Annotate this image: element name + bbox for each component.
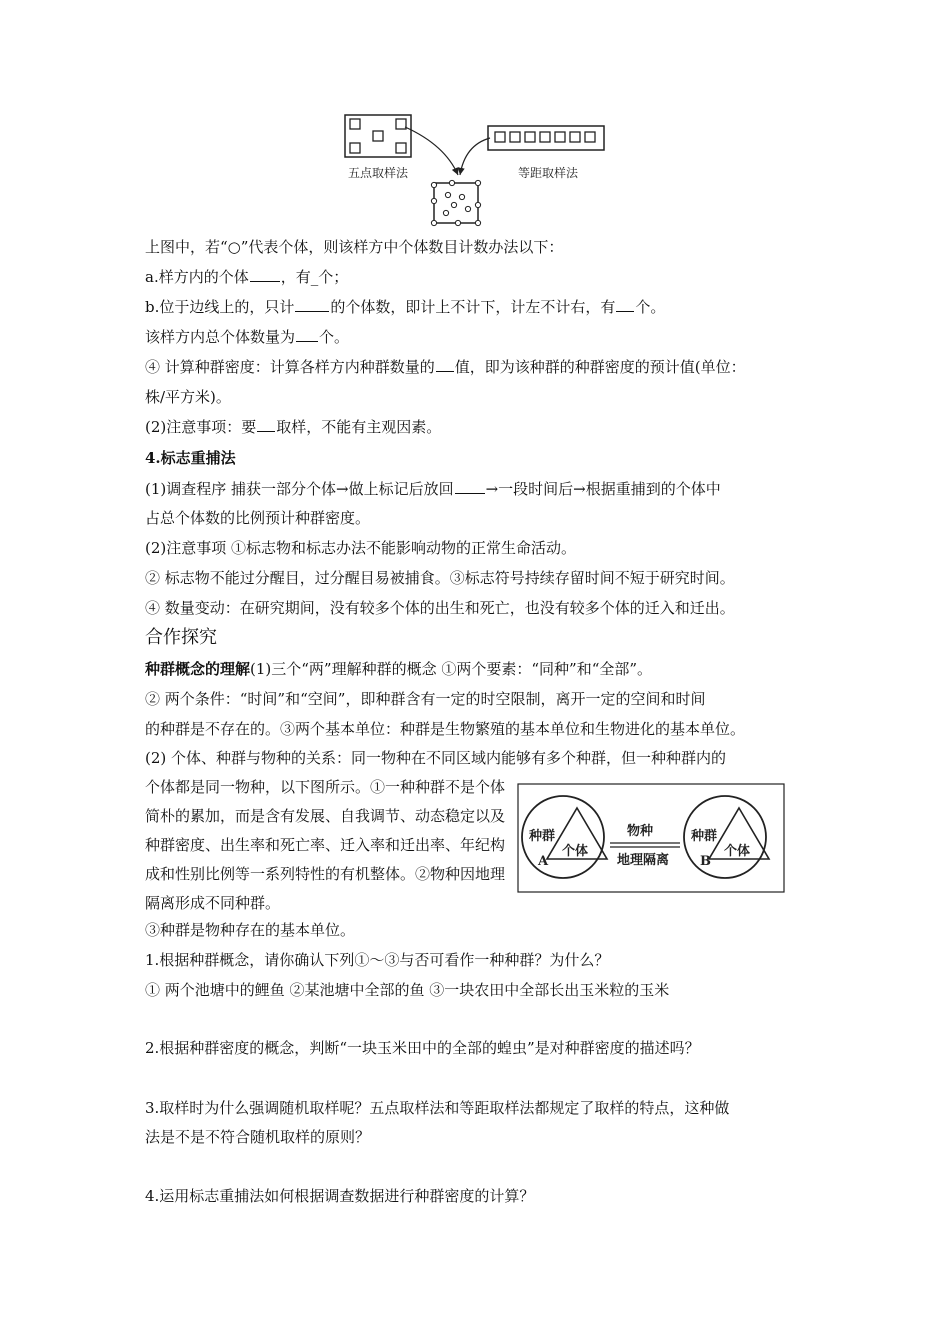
- text-line: 该样方内总个体数量为 个。: [145, 328, 350, 346]
- question: 3.取样时为什么强调随机取样呢？五点取样法和等距取样法都规定了取样的特点，这种做: [145, 1099, 730, 1117]
- population-b-label: 种群: [691, 829, 718, 844]
- text-line: 上图中，若“○”代表个体，则该样方中个体数目计数办法以下：: [145, 238, 564, 256]
- species-label: 物种: [627, 824, 654, 839]
- section-heading: 合作探究: [145, 627, 217, 648]
- question: 法是不是不符合随机取样的原则？: [145, 1128, 371, 1146]
- five-point-label: 五点取样法: [348, 166, 409, 180]
- section-title: 4.标志重捕法: [145, 449, 236, 467]
- text-line: 的种群是不存在的。③两个基本单位：种群是生物繁殖的基本单位和生物进化的基本单位。: [145, 720, 746, 738]
- question: 2.根据种群密度的概念，判断“一块玉米田中的全部的蝗虫”是对种群密度的描述吗？: [145, 1039, 700, 1057]
- text-line: ② 两个条件：“时间”和“空间”，即种群含有一定的时空限制，离开一定的空间和时间: [145, 690, 706, 708]
- text-line: 种群概念的理解(1)三个“两”理解种群的概念 ①两个要素：“同种”和“全部”。: [145, 660, 653, 678]
- text-line: ③种群是物种存在的基本单位。: [145, 921, 356, 939]
- label-a: A: [538, 854, 549, 869]
- individual-b-label: 个体: [724, 844, 751, 859]
- sampling-methods-figure: [330, 105, 630, 235]
- text-line: ④ 数量变动：在研究期间，没有较多个体的出生和死亡，也没有较多个体的迁入和迁出。: [145, 599, 735, 617]
- wrapped-paragraph: 个体都是同一物种，以下图所示。①一种种群不是个体简朴的累加，而是含有发展、自我调节、动态稳定以及种群密度、出生率和死亡率、迁入率和迁出率、年纪构成和性别比例等一系列特性的有机整体。②物种因地理隔离形成不同种群。: [145, 778, 506, 912]
- text-line: (2) 个体、种群与物种的关系：同一物种在不同区域内能够有多个种群，但一种种群内的: [145, 749, 727, 767]
- population-a-label: 种群: [529, 829, 556, 844]
- label-b: B: [700, 854, 711, 869]
- text-line: 株/平方米)。: [145, 388, 231, 406]
- text-line: (1)调查程序 捕获一部分个体→做上标记后放回 →一段时间后→根据重捕到的个体中: [145, 480, 721, 498]
- text-line: b.位于边线上的，只计 的个体数，即计上不计下，计左不计右，有 个。: [145, 298, 666, 316]
- question-options: ① 两个池塘中的鲤鱼 ②某池塘中全部的鱼 ③一块农田中全部长出玉米粒的玉米: [145, 981, 670, 999]
- text-line: (2)注意事项 ①标志物和标志办法不能影响动物的正常生命活动。: [145, 539, 577, 557]
- text-line: a.样方内的个体 ，有_个；: [145, 268, 349, 286]
- isolation-label: 地理隔离: [617, 853, 670, 868]
- five-point-plot: [345, 115, 411, 157]
- text-line: 占总个体数的比例预计种群密度。: [145, 509, 371, 527]
- text-line: ④ 计算种群密度：计算各样方内种群数量的 值，即为该种群的种群密度的预计值(单位：: [145, 358, 746, 376]
- question: 1.根据种群概念，请你确认下列①～③与否可看作一种种群？为什么？: [145, 951, 610, 969]
- text-line: ② 标志物不能过分醒目，过分醒目易被捕食。③标志符号持续存留时间不短于研究时间。: [145, 569, 735, 587]
- question: 4.运用标志重捕法如何根据调查数据进行种群密度的计算？: [145, 1187, 535, 1205]
- text-line: (2)注意事项：要 取样，不能有主观因素。: [145, 418, 442, 436]
- individual-a-label: 个体: [562, 844, 589, 859]
- population-species-figure: [517, 783, 785, 893]
- equal-distance-label: 等距取样法: [518, 166, 579, 180]
